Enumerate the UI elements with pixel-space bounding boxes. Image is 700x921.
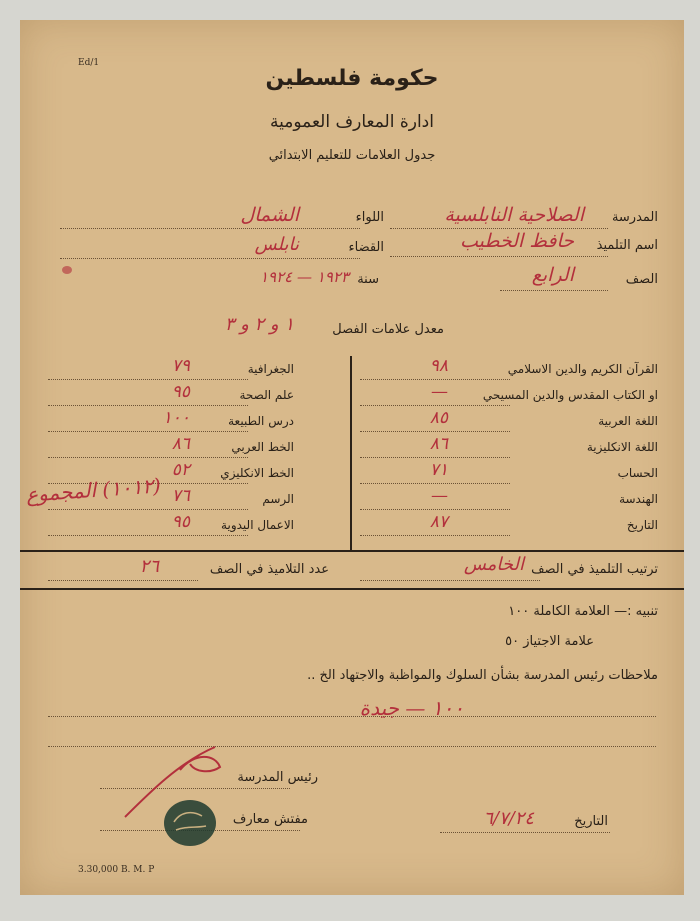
average-label: معدل علامات الفصل (332, 322, 444, 337)
subject-line (48, 431, 248, 432)
subject-name: القرآن الكريم والدين الاسلامي (507, 362, 658, 376)
count-value: ٢٦ (139, 556, 159, 577)
rank-top-rule (20, 550, 684, 552)
print-code: 3.30,000 B. M. P (78, 865, 155, 875)
subject-name: الجغرافية (247, 362, 294, 376)
student-line (390, 256, 608, 257)
subject-mark: ٨٥ (429, 408, 448, 428)
subject-line (48, 379, 248, 380)
school-value: الصلاحية النابلسية (444, 204, 584, 226)
subject-mark: ١٠٠ (162, 408, 190, 428)
school-label: المدرسة (611, 210, 658, 225)
subject-mark: — (431, 382, 448, 402)
subject-name: الخط العربي (231, 440, 294, 454)
subject-line (360, 457, 510, 458)
inspector-label: مفتش معارف (232, 812, 308, 827)
rank-bottom-rule (20, 588, 684, 590)
subject-name: اللغة الانكليزية (586, 440, 658, 454)
subdistrict-line (60, 258, 360, 259)
district-line (60, 228, 360, 229)
subject-line (360, 483, 510, 484)
subject-name: الخط الانكليزي (220, 466, 294, 480)
year-value: ١٩٢٣ — ١٩٢٤ (259, 268, 349, 286)
subject-line (48, 535, 248, 536)
subject-name: التاريخ (626, 518, 658, 532)
subject-mark: — (431, 486, 448, 506)
total-note: (١٠١٢) المجموع (25, 473, 162, 507)
year-label: سنة (357, 272, 379, 287)
head-label: رئيس المدرسة (237, 770, 318, 785)
rank-line (360, 580, 540, 581)
subject-name: الهندسة (619, 492, 658, 506)
district-value: الشمال (240, 204, 299, 226)
subject-line (48, 509, 248, 510)
document-subtitle: ادارة المعارف العمومية (270, 112, 434, 132)
class-value: الرابع (531, 264, 574, 286)
subject-name: اللغة العربية (598, 414, 658, 428)
official-stamp-icon (162, 798, 218, 848)
subject-name: الحساب (617, 466, 658, 480)
form-name: جدول العلامات للتعليم الابتدائي (268, 148, 436, 163)
form-code: Ed/1 (78, 58, 100, 68)
subject-name: الرسم (262, 492, 294, 506)
rank-label: ترتيب التلميذ في الصف (531, 562, 658, 577)
table-divider (350, 356, 352, 550)
subject-mark: ٩٨ (429, 356, 448, 376)
subject-line (360, 431, 510, 432)
subject-mark: ٥٢ (171, 460, 190, 480)
student-value: حافظ الخطيب (460, 230, 574, 252)
subject-line (360, 405, 510, 406)
document-sheet (20, 20, 684, 895)
subject-line (48, 405, 248, 406)
average-value: ١ و ٢ و ٣ (224, 314, 294, 335)
subject-line (360, 379, 510, 380)
subject-name: علم الصحة (239, 388, 294, 402)
count-label: عدد التلاميذ في الصف (209, 562, 329, 577)
subject-mark: ٨٦ (171, 434, 190, 454)
subdistrict-label: القضاء (348, 240, 384, 255)
subdistrict-value: نابلس (254, 234, 299, 255)
subject-mark: ٩٥ (171, 512, 190, 532)
subject-name: الاعمال اليدوية (221, 518, 294, 532)
subject-mark: ٧١ (429, 460, 448, 480)
subject-line (360, 509, 510, 510)
note-pass-mark: علامة الاجتياز ٥٠ (505, 634, 594, 649)
subject-mark: ٨٦ (429, 434, 448, 454)
remarks-value: ١٠٠ — جيدة (359, 696, 464, 720)
subject-name: درس الطبيعة (228, 414, 294, 428)
subject-line (360, 535, 510, 536)
date-label: التاريخ (574, 814, 608, 829)
subject-mark: ٧٩ (171, 356, 190, 376)
ink-smudge (62, 266, 72, 274)
date-line (440, 832, 610, 833)
subject-mark: ٧٦ (171, 486, 190, 506)
remarks-label: ملاحظات رئيس المدرسة بشأن السلوك والمواظبة والاجتهاد الخ .. (307, 668, 658, 683)
date-value: ٦/٧/٢٤ (483, 808, 534, 829)
subject-mark: ٨٧ (429, 512, 448, 532)
note-full-mark: تنبيه :— العلامة الكاملة ١٠٠ (508, 604, 658, 619)
subject-mark: ٩٥ (171, 382, 190, 402)
school-line (390, 228, 608, 229)
subject-name: او الكتاب المقدس والدين المسيحي (482, 388, 658, 402)
class-line (500, 290, 608, 291)
class-label: الصف (625, 272, 658, 287)
student-label: اسم التلميذ (596, 238, 658, 253)
district-label: اللواء (355, 210, 384, 225)
rank-value: الخامس (463, 554, 524, 575)
document-title: حكومة فلسطين (265, 66, 439, 91)
remarks-line-1 (48, 716, 656, 717)
count-line (48, 580, 198, 581)
subject-line (48, 457, 248, 458)
